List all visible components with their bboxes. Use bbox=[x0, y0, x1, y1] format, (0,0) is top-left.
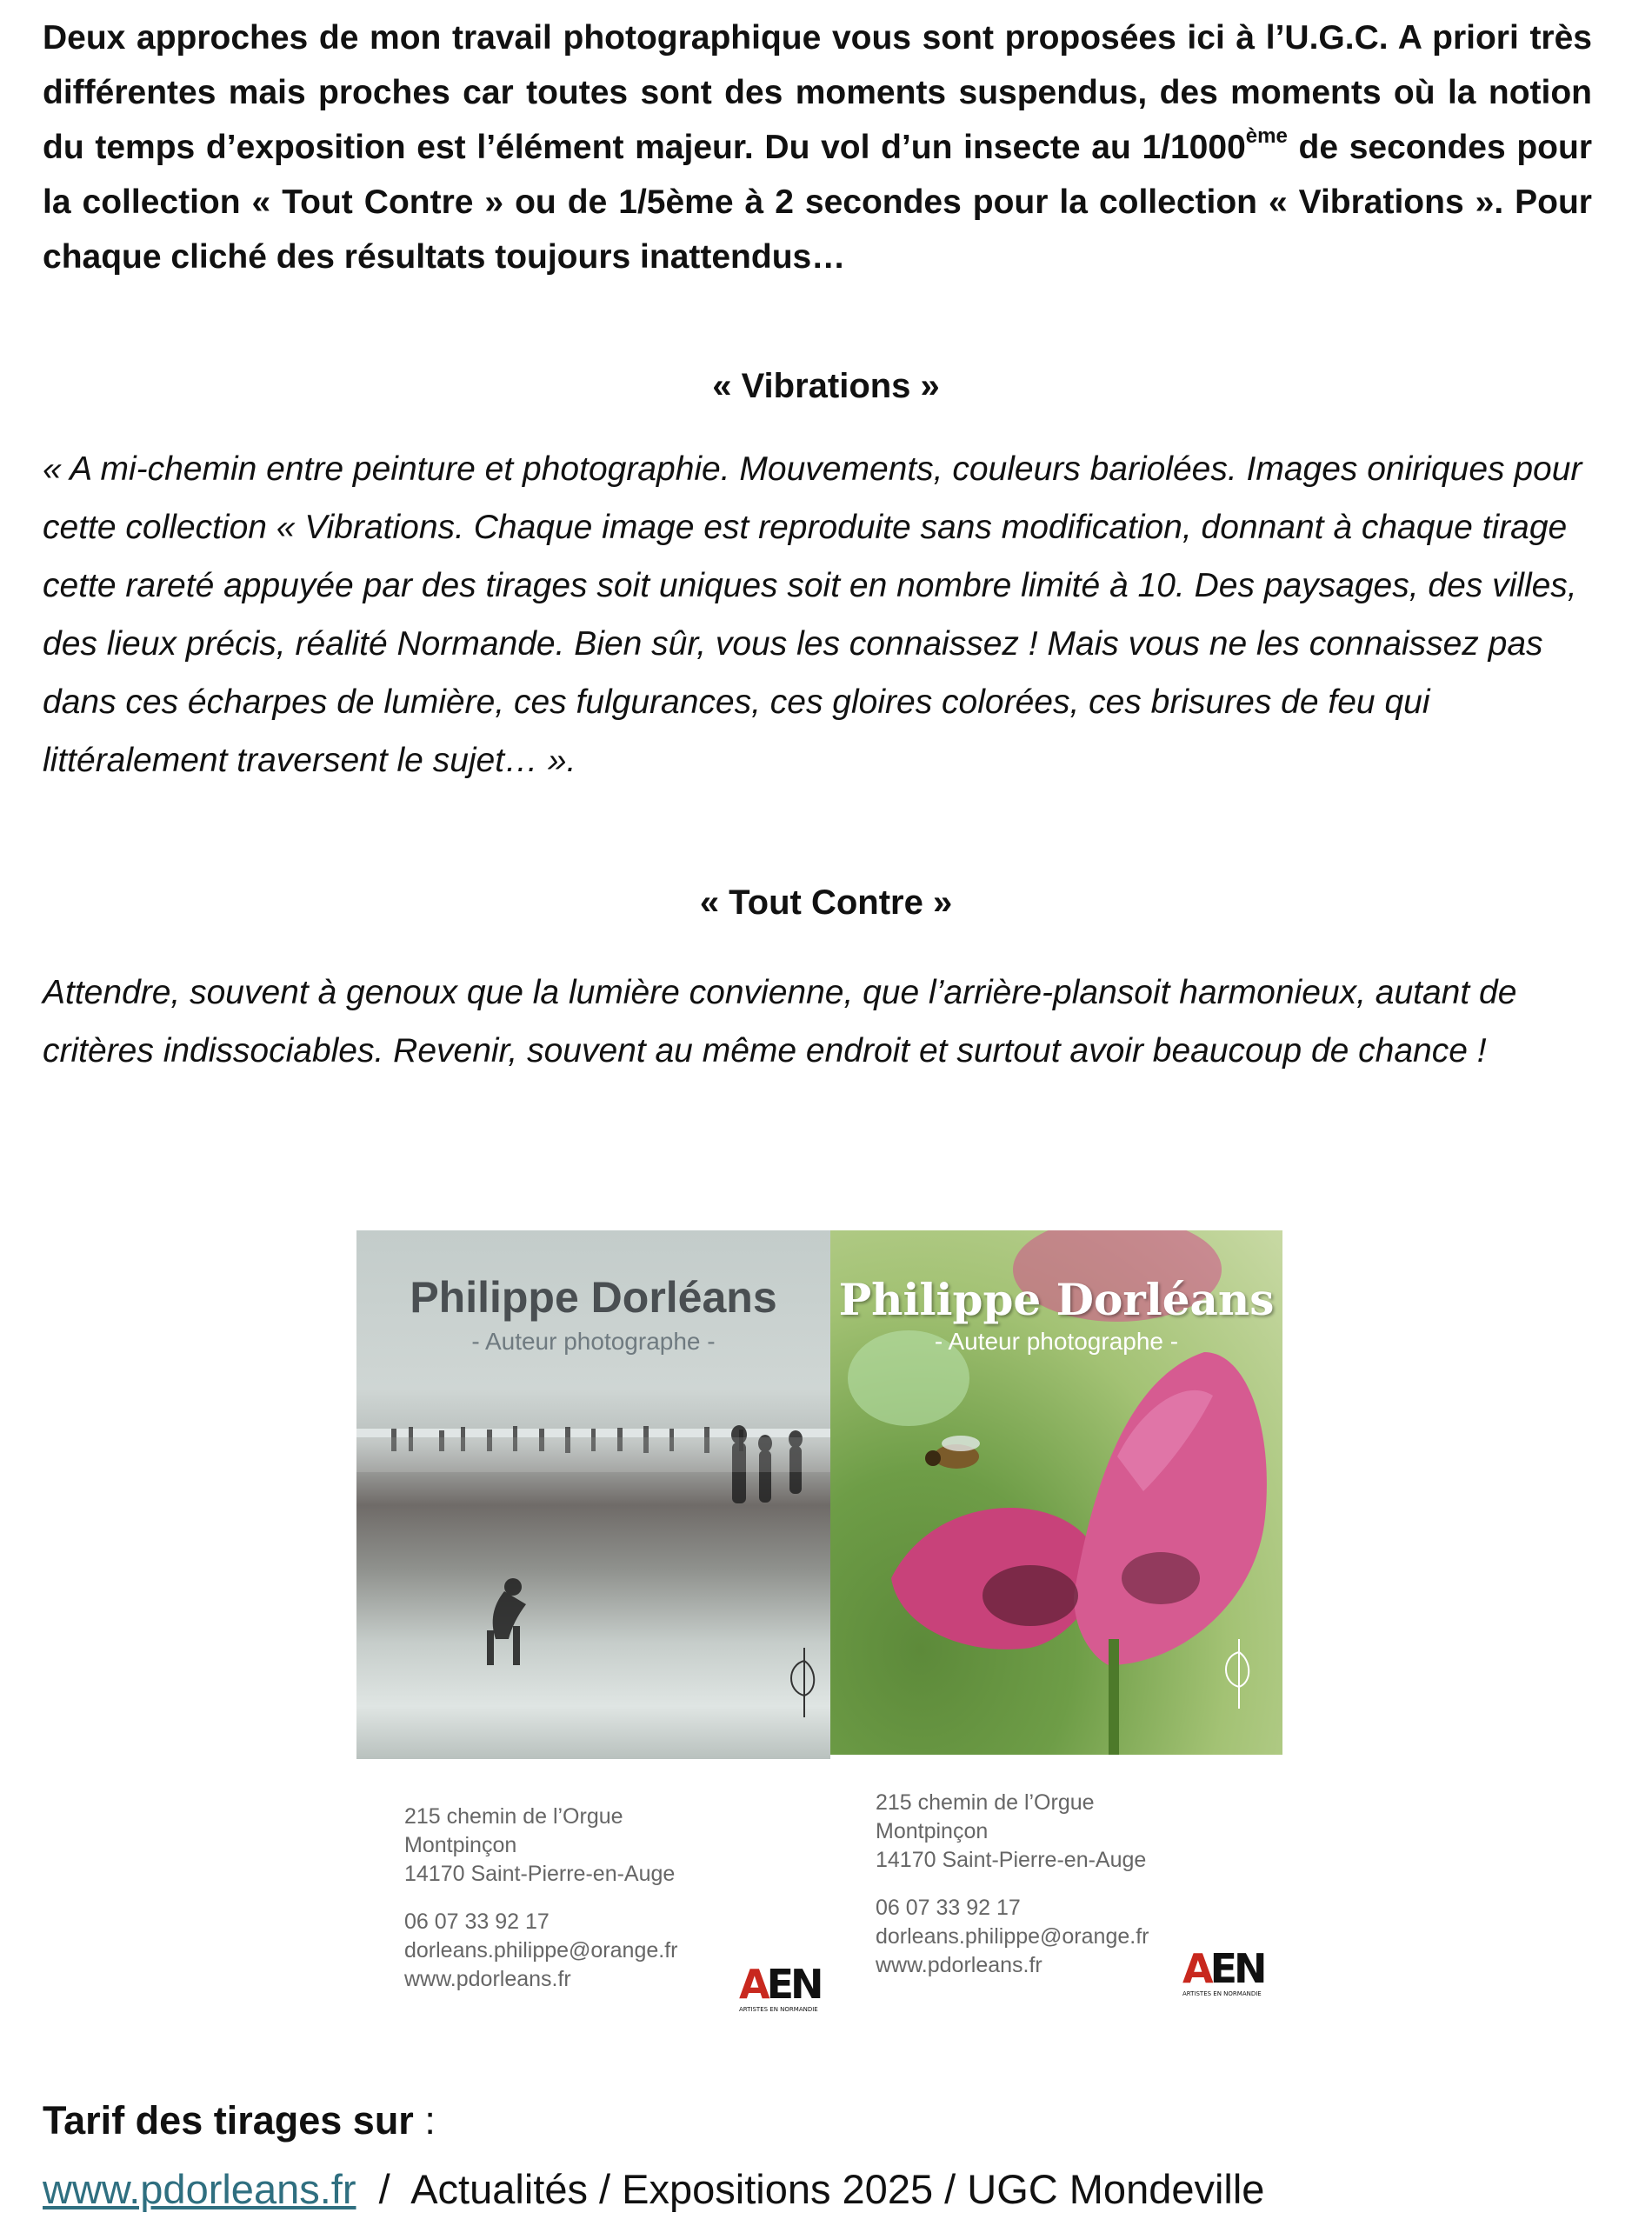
card-left-contact bbox=[404, 1803, 677, 1994]
card-right-aen-sub: ARTISTES EN NORMANDIE bbox=[1182, 1990, 1262, 1997]
card-right-contact bbox=[876, 1789, 1149, 1980]
vibrations-title: « Vibrations » bbox=[712, 367, 940, 405]
card-right-photo bbox=[830, 1230, 1282, 1755]
card-left-phone: 06 07 33 92 17 bbox=[404, 1909, 550, 1934]
card-right-address1: 215 chemin de l’Orgue bbox=[876, 1790, 1095, 1815]
tarif-colon: : bbox=[413, 2098, 436, 2143]
card-left-aen-logo: AEN ARTISTES EN NORMANDIE bbox=[739, 1961, 821, 2013]
card-right-email: dorleans.philippe@orange.fr bbox=[876, 1924, 1149, 1949]
tout-contre-text: Attendre, souvent à genoux que la lumière convienne, que l’arrière-plansoit harmonieux, autant de critères indissociables. Revenir, souvent au même endroit et surtout avoir beaucoup de chance ! bbox=[43, 974, 1517, 1070]
tarif-line bbox=[43, 2098, 436, 2143]
card-right-subtitle: - Auteur photographe - bbox=[934, 1328, 1179, 1355]
card-right-phone: 06 07 33 92 17 bbox=[876, 1896, 1021, 1920]
card-left-address2: Montpinçon bbox=[404, 1833, 517, 1857]
card-left-email: dorleans.philippe@orange.fr bbox=[404, 1938, 678, 1963]
signature-mark-right bbox=[1226, 1639, 1249, 1709]
card-left-aen-sub: ARTISTES EN NORMANDIE bbox=[739, 2006, 818, 2013]
card-left-address1: 215 chemin de l’Orgue bbox=[404, 1804, 623, 1829]
website-link[interactable]: www.pdorleans.fr bbox=[43, 2166, 356, 2212]
card-left-photo bbox=[356, 1230, 830, 1759]
beach-scene-graphic bbox=[356, 1230, 830, 1759]
signature-mark-left bbox=[791, 1648, 814, 1717]
tarif-label: Tarif des tirages sur bbox=[43, 2098, 414, 2143]
card-left-address3: 14170 Saint-Pierre-en-Auge bbox=[404, 1862, 676, 1886]
intro-paragraph bbox=[43, 10, 1592, 284]
light-reflection bbox=[356, 1437, 830, 1472]
intro-text-start: Deux approches de mon travail photographique vous sont proposées ici à l’U.G.C. A priori très différentes mais proches car toutes sont des moments suspendus, des moments où la notion du temps d’exposition est l’élément majeur. Du vol d’un insecte au 1/1000 bbox=[43, 19, 1592, 166]
card-left-web: www.pdorleans.fr bbox=[404, 1967, 571, 1991]
card-right-web: www.pdorleans.fr bbox=[876, 1953, 1042, 1977]
tout-contre-title: « Tout Contre » bbox=[699, 883, 953, 922]
tarif-link-line bbox=[43, 2165, 1264, 2213]
intro-text-end: de secondes pour la collection « Tout Contre » ou de 1/5ème à 2 secondes pour la collection « Vibrations ». Pour chaque cliché des résultats toujours inattendus… bbox=[43, 129, 1592, 276]
card-left-subtitle: - Auteur photographe - bbox=[471, 1328, 716, 1355]
card-right-name: Philippe Dorléans bbox=[838, 1274, 1275, 1325]
tarif-path: / Actualités / Expositions 2025 / UGC Mondeville bbox=[356, 2166, 1265, 2212]
card-right-address2: Montpinçon bbox=[876, 1819, 989, 1843]
vibrations-text: « A mi-chemin entre peinture et photographie. Mouvements, couleurs bariolées. Images oniriques pour cette collection « Vibrations. Chaque image est reproduite sans modification, donnant à chaque tirage cette rareté appuyée par des tirages soit uniques soit en nombre limité à 10. Des paysages, des villes, des lieux précis, réalité Normande. Bien sûr, vous les connaissez ! Mais vous ne les connaissez pas dans ces écharpes de lumière, ces fulgurances, ces gloires colorées, ces brisures de feu qui littéralement traversent le sujet… ». bbox=[43, 450, 1582, 779]
intro-superscript: ème bbox=[1245, 124, 1288, 148]
business-cards-image bbox=[356, 1230, 1282, 2030]
card-right-address3: 14170 Saint-Pierre-en-Auge bbox=[876, 1848, 1147, 1872]
card-left-name: Philippe Dorléans bbox=[410, 1273, 777, 1322]
bee-icon bbox=[925, 1436, 980, 1469]
card-right-aen-logo: AEN ARTISTES EN NORMANDIE bbox=[1182, 1945, 1264, 1997]
